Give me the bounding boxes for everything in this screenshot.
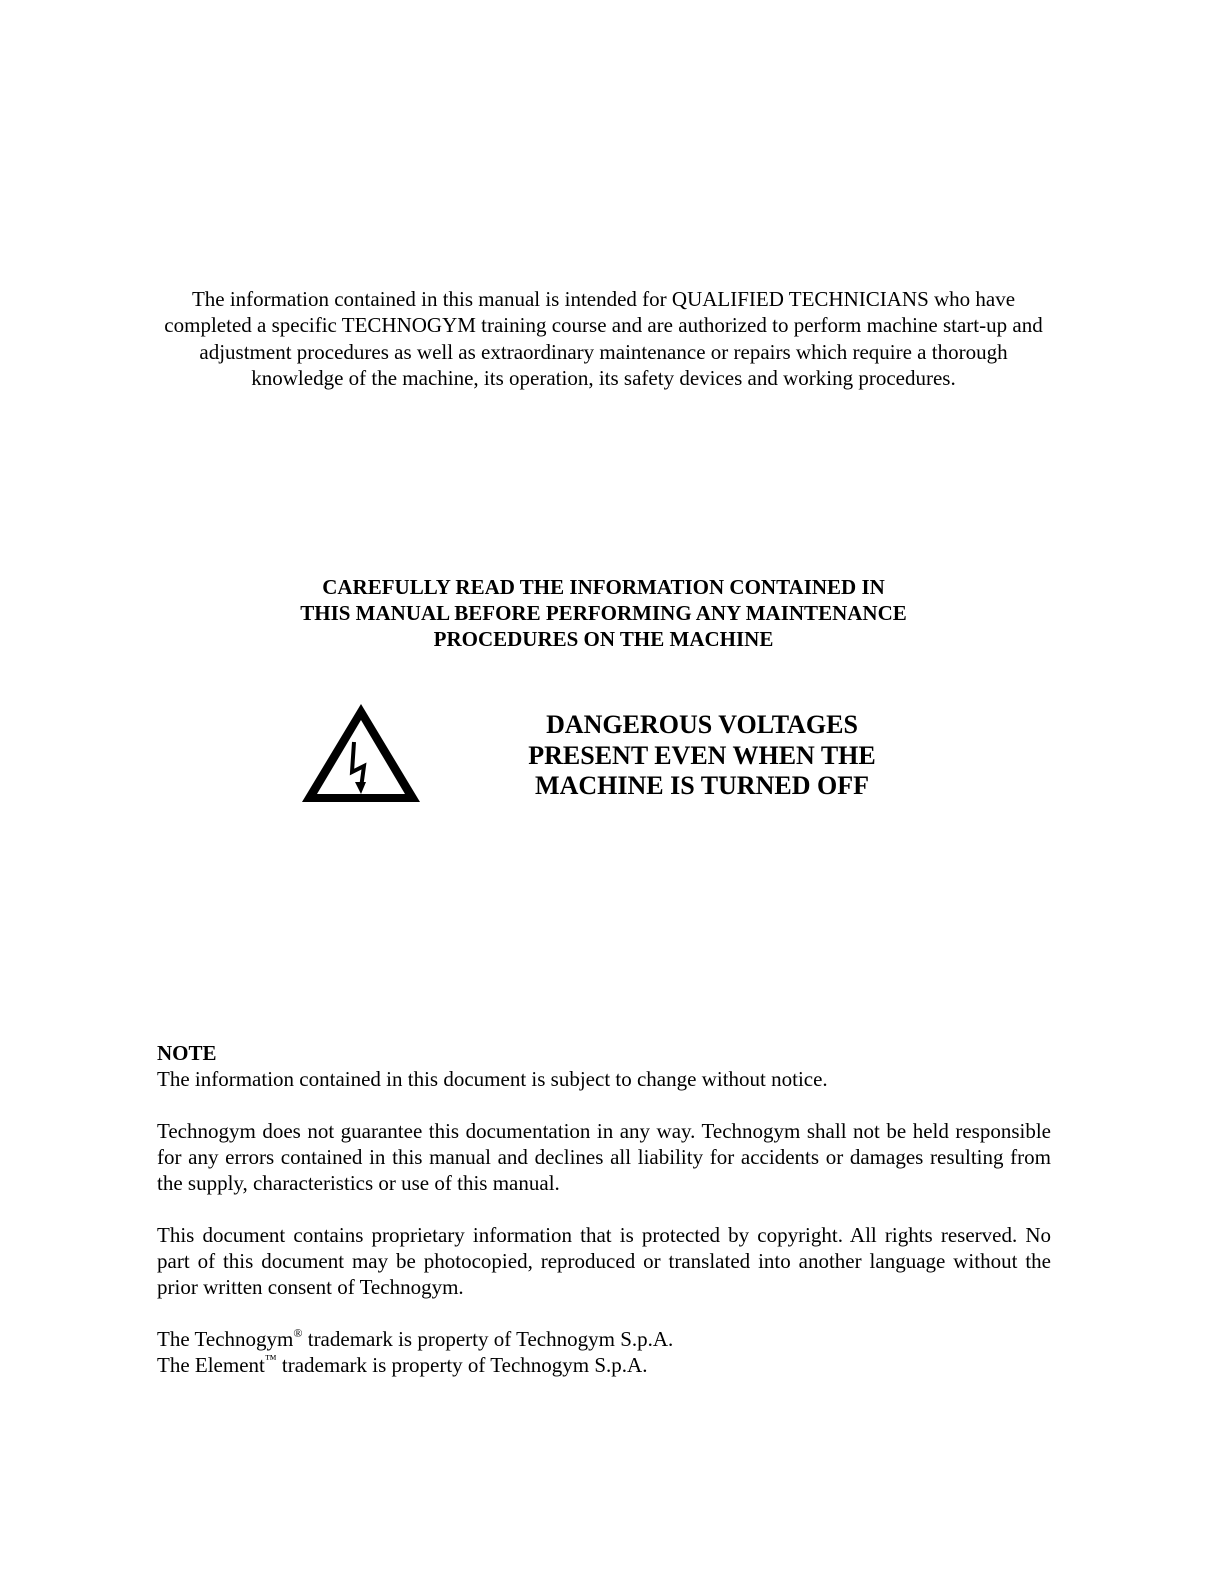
high-voltage-warning-icon — [300, 702, 422, 804]
read-manual-warning — [250, 574, 957, 652]
read-warning-line: CAREFULLY READ THE INFORMATION CONTAINED IN — [322, 575, 885, 599]
trademark-suffix: trademark is property of Technogym S.p.A. — [276, 1353, 648, 1377]
trademark-block — [157, 1326, 1051, 1378]
trademark-mark: ™ — [264, 1352, 277, 1366]
disclaimer-paragraph: Technogym does not guarantee this documentation in any way. Technogym shall not be held responsible for any errors contained in this manual and declines all liability for accidents or damages resulting from the supply, characteristics or use of this manual. — [157, 1119, 1051, 1195]
read-warning-line: THIS MANUAL BEFORE PERFORMING ANY MAINTENANCE — [300, 601, 907, 625]
trademark-prefix: The Element — [157, 1353, 265, 1377]
trademark-prefix: The Technogym — [157, 1327, 294, 1351]
intro-paragraph: The information contained in this manual is intended for QUALIFIED TECHNICIANS who have completed a specific TECHNOGYM training course and are authorized to perform machine start-up and adjustment procedures as well as extraordinary maintenance or repairs which require a thorough knowledge of the machine, its operation, its safety devices and working procedures. — [164, 287, 1043, 390]
trademark-suffix: trademark is property of Technogym S.p.A. — [302, 1327, 674, 1351]
trademark-line — [157, 1327, 673, 1351]
dangerous-voltage-warning — [492, 710, 912, 802]
voltage-warning-line: PRESENT EVEN WHEN THE — [528, 740, 876, 770]
registered-mark: ® — [293, 1326, 303, 1340]
note-section — [157, 1040, 1051, 1378]
voltage-warning-line: DANGEROUS VOLTAGES — [546, 710, 858, 739]
copyright-paragraph: This document contains proprietary information that is protected by copyright. All rights reserved. No part of this document may be photocopied, reproduced or translated into another language without the prior written consent of Technogym. — [157, 1223, 1051, 1299]
read-warning-line: PROCEDURES ON THE MACHINE — [433, 627, 774, 651]
voltage-warning-line: MACHINE IS TURNED OFF — [535, 771, 869, 800]
change-notice-text: The information contained in this document is subject to change without notice. — [157, 1067, 828, 1091]
note-block — [157, 1040, 1051, 1092]
trademark-line — [157, 1353, 647, 1377]
note-title: NOTE — [157, 1041, 217, 1065]
